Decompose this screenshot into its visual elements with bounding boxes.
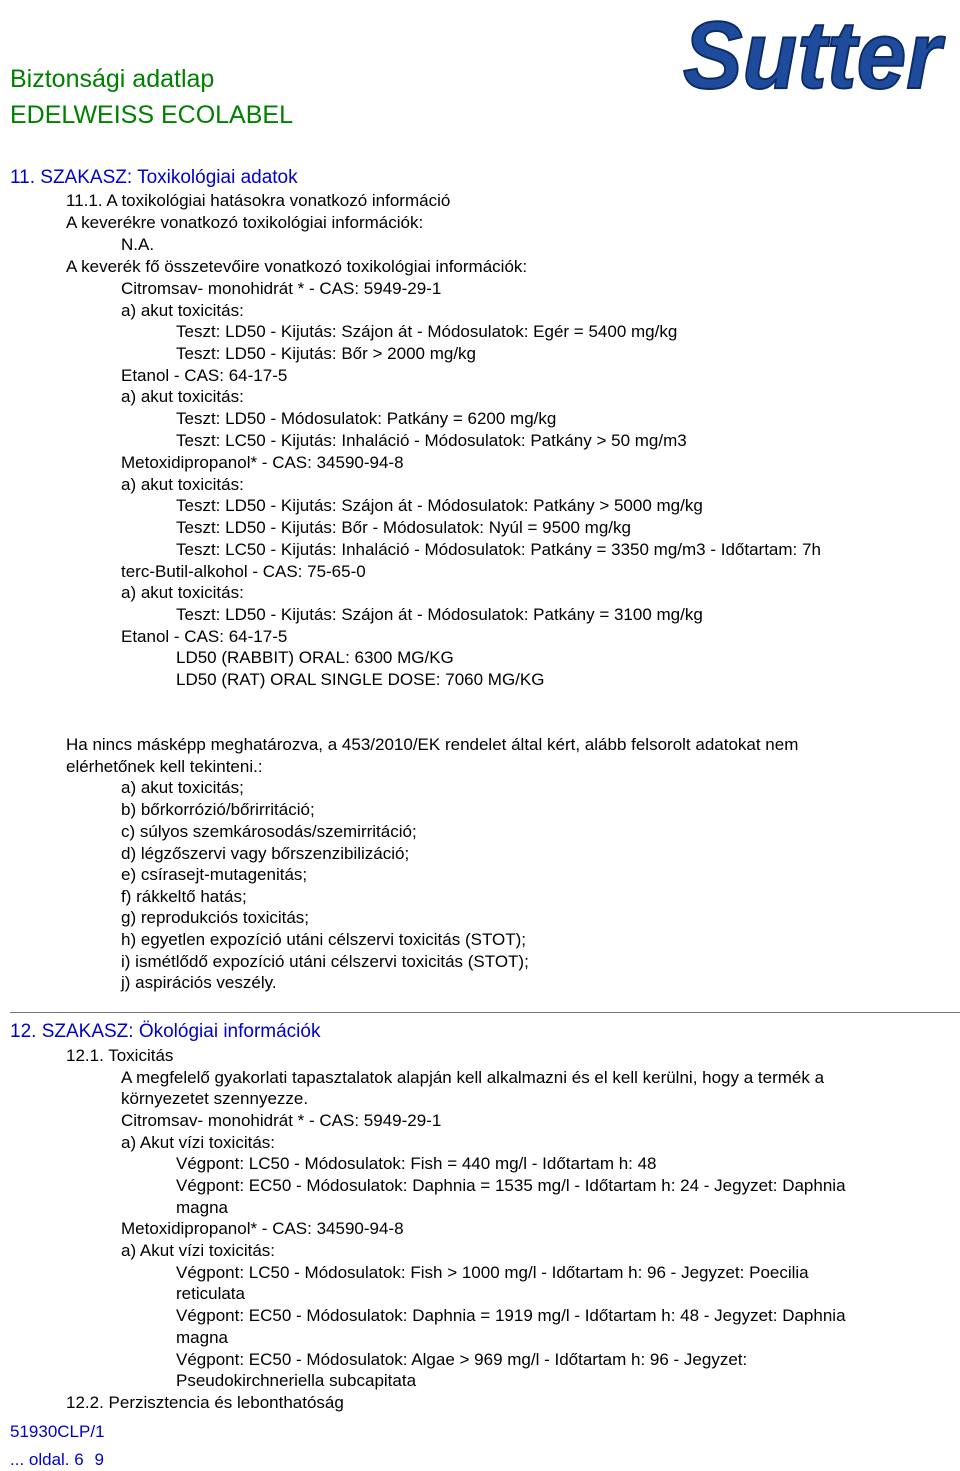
list-item: a) akut toxicitás; xyxy=(121,778,244,797)
paragraph-line: környezetet szennyezze. xyxy=(121,1089,309,1108)
mixture-info-value: N.A. xyxy=(121,235,155,254)
section-12-title: 12. SZAKASZ: Ökológiai információk xyxy=(10,1021,321,1042)
test-line: Teszt: LC50 - Kijutás: Inhaláció - Módosulatok: Patkány > 50 mg/m3 xyxy=(176,431,687,450)
list-item: i) ismétlődő expozíció utáni célszervi toxicitás (STOT); xyxy=(121,952,529,971)
test-line: Teszt: LD50 - Kijutás: Szájon át - Módosulatok: Egér = 5400 mg/kg xyxy=(176,322,678,341)
component-name: Etanol - CAS: 64-17-5 xyxy=(121,627,288,646)
test-line: Teszt: LD50 - Kijutás: Szájon át - Módosulatok: Patkány > 5000 mg/kg xyxy=(176,496,703,515)
unavailable-note: Ha nincs másképp meghatározva, a 453/2010/EK rendelet által kért, alább felsorolt adatokat nem xyxy=(66,735,799,754)
component-name: Citromsav- monohidrát * - CAS: 5949-29-1 xyxy=(121,279,442,298)
section-12-2-title: 12.2. Perzisztencia és lebonthatóság xyxy=(66,1393,344,1412)
page-label: ... oldal. 6 xyxy=(10,1450,84,1469)
endpoint-line-cont: magna xyxy=(176,1198,228,1217)
endpoint-line: Végpont: EC50 - Módosulatok: Daphnia = 1535 mg/l - Időtartam h: 24 - Jegyzet: Daphnia xyxy=(176,1176,846,1195)
list-item: e) csírasejt-mutagenitás; xyxy=(121,865,308,884)
acute-toxicity-label: a) akut toxicitás: xyxy=(121,475,244,494)
document-title: Biztonsági adatlap xyxy=(10,65,215,93)
components-info-label: A keverék fő összetevőire vonatkozó toxikológiai információk: xyxy=(66,257,528,276)
component-name: Metoxidipropanol* - CAS: 34590-94-8 xyxy=(121,453,404,472)
paragraph-line: A megfelelő gyakorlati tapasztalatok alapján kell alkalmazni és el kell kerülni, hogy a termék a xyxy=(121,1068,825,1087)
sutter-logo xyxy=(678,2,946,104)
document-code: 51930CLP/1 xyxy=(10,1422,105,1441)
aquatic-toxicity-label: a) Akut vízi toxicitás: xyxy=(121,1241,275,1260)
acute-toxicity-label: a) akut toxicitás: xyxy=(121,583,244,602)
endpoint-line-cont: Pseudokirchneriella subcapitata xyxy=(176,1371,417,1390)
section-11-title: 11. SZAKASZ: Toxikológiai adatok xyxy=(10,167,298,188)
endpoint-line-cont: magna xyxy=(176,1328,228,1347)
acute-toxicity-label: a) akut toxicitás: xyxy=(121,301,244,320)
logo-text: Sutter xyxy=(683,2,946,104)
test-line: Teszt: LD50 - Kijutás: Bőr - Módosulatok: Nyúl = 9500 mg/kg xyxy=(176,518,631,537)
list-item: j) aspirációs veszély. xyxy=(121,973,277,992)
section-divider xyxy=(10,1012,960,1013)
test-line: Teszt: LD50 - Módosulatok: Patkány = 6200 mg/kg xyxy=(176,409,557,428)
mixture-info-label: A keverékre vonatkozó toxikológiai információk: xyxy=(66,213,424,232)
section-12-1-title: 12.1. Toxicitás xyxy=(66,1046,174,1065)
component-name: terc-Butil-alkohol - CAS: 75-65-0 xyxy=(121,562,366,581)
list-item: d) légzőszervi vagy bőrszenzibilizáció; xyxy=(121,844,410,863)
test-line: Teszt: LD50 - Kijutás: Bőr > 2000 mg/kg xyxy=(176,344,477,363)
aquatic-toxicity-label: a) Akut vízi toxicitás: xyxy=(121,1133,275,1152)
test-line: Teszt: LC50 - Kijutás: Inhaláció - Módosulatok: Patkány = 3350 mg/m3 - Időtartam: 7h xyxy=(176,540,821,559)
endpoint-line: Végpont: EC50 - Módosulatok: Algae > 969 mg/l - Időtartam h: 96 - Jegyzet: xyxy=(176,1350,748,1369)
component-name: Metoxidipropanol* - CAS: 34590-94-8 xyxy=(121,1219,404,1238)
section-11-1-title: 11.1. A toxikológiai hatásokra vonatkozó információ xyxy=(66,191,451,210)
test-line: LD50 (RABBIT) ORAL: 6300 MG/KG xyxy=(176,648,454,667)
list-item: f) rákkeltő hatás; xyxy=(121,887,247,906)
page-indicator xyxy=(10,1449,104,1471)
test-line: Teszt: LD50 - Kijutás: Szájon át - Módosulatok: Patkány = 3100 mg/kg xyxy=(176,605,703,624)
list-item: c) súlyos szemkárosodás/szemirritáció; xyxy=(121,822,417,841)
page-total: 9 xyxy=(94,1450,104,1469)
test-line: LD50 (RAT) ORAL SINGLE DOSE: 7060 MG/KG xyxy=(176,670,545,689)
product-name: EDELWEISS ECOLABEL xyxy=(10,101,293,129)
list-item: g) reprodukciós toxicitás; xyxy=(121,908,310,927)
acute-toxicity-label: a) akut toxicitás: xyxy=(121,387,244,406)
endpoint-line: Végpont: LC50 - Módosulatok: Fish > 1000 mg/l - Időtartam h: 96 - Jegyzet: Poecilia xyxy=(176,1263,809,1282)
component-name: Citromsav- monohidrát * - CAS: 5949-29-1 xyxy=(121,1111,442,1130)
component-name: Etanol - CAS: 64-17-5 xyxy=(121,366,288,385)
endpoint-line: Végpont: LC50 - Módosulatok: Fish = 440 mg/l - Időtartam h: 48 xyxy=(176,1154,657,1173)
endpoint-line: Végpont: EC50 - Módosulatok: Daphnia = 1919 mg/l - Időtartam h: 48 - Jegyzet: Daphnia xyxy=(176,1306,846,1325)
unavailable-note-cont: elérhetőnek kell tekinteni.: xyxy=(66,757,263,776)
endpoint-line-cont: reticulata xyxy=(176,1284,245,1303)
list-item: b) bőrkorrózió/bőrirritáció; xyxy=(121,800,315,819)
list-item: h) egyetlen expozíció utáni célszervi toxicitás (STOT); xyxy=(121,930,527,949)
